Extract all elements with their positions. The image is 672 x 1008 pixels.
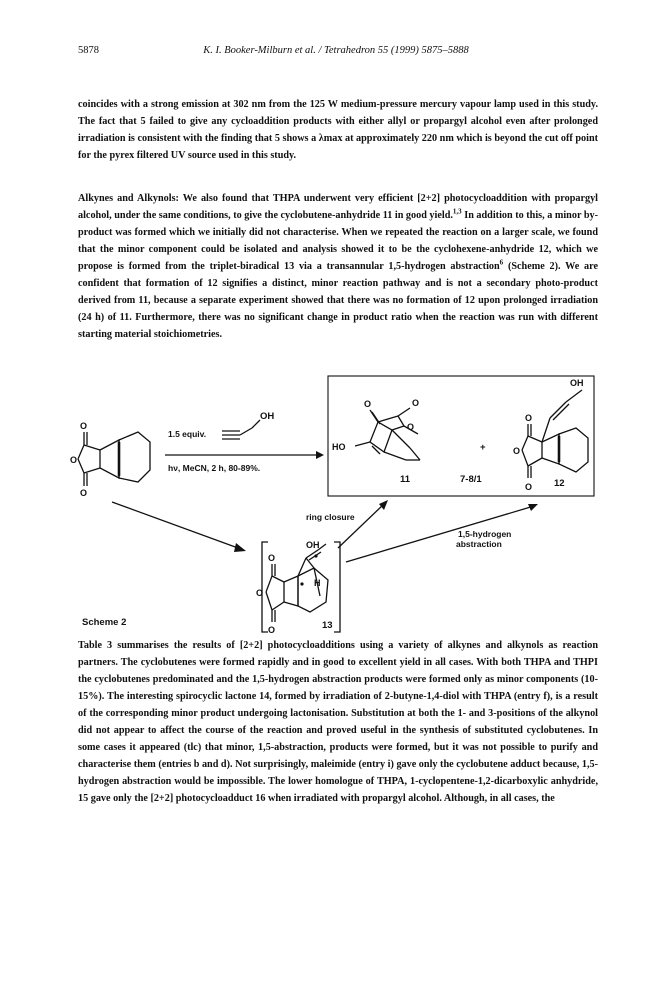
scheme-2-figure	[70, 370, 600, 640]
reaction-conditions: hν, MeCN, 2 h, 80-89%.	[168, 463, 261, 473]
page-number: 5878	[78, 45, 99, 56]
compound-label-13: 13	[322, 620, 333, 631]
product-11	[332, 398, 420, 485]
atom-o: O	[525, 413, 533, 423]
para2-text-10: . Furthermore, there was no significant change in product ratio when the reaction was run with different starting material stoichiometries.	[78, 312, 598, 340]
paragraph-2	[78, 190, 598, 343]
compound-ref: 11	[382, 210, 393, 221]
para3-text-4: when irradiated with propargyl alcohol. Although, in all cases, the	[265, 793, 555, 804]
atom-o: O	[256, 588, 264, 598]
compound-label-12: 12	[554, 478, 565, 489]
arrow-to-intermediate	[112, 502, 238, 548]
paragraph-3	[78, 637, 598, 807]
atom-o: O	[407, 422, 415, 432]
atom-o: O	[513, 446, 521, 456]
paragraph-1: coincides with a strong emission at 302 nm from the 125 W medium-pressure mercury vapour lamp used in this study. The fact that 5 failed to give any cycloaddition products with either allyl or propargyl alcohol even after prolonged irradiation is consistent with the finding that 5 shows a λmax at approximately 220 nm which is beyond the cut off point for the pyrex filtered UV source used in this study.	[78, 99, 598, 161]
reagent-propargyl-alcohol	[222, 411, 274, 439]
intermediate-13	[256, 540, 340, 635]
ho-label: HO	[332, 442, 346, 452]
para3-text-2: formed by irradiation of 2-butyne-1,4-diol with THPA (entry f), is a result of the corresponding minor product undergoing lactonisation. Substitution at both the 1- and 3-positions of the alkynol did not appear to affect the course of the reaction and proved useful in the synthesis of substituted cyclobutenes. In some cases it appeared (tlc) that minor, 1,5-abstraction, products were formed, but it was not possible to purify and characterise them (entries b and d). Not surprisingly, maleimide (entry i) gave only the cyclobutene adduct because, 1,5-hydrogen abstraction would be impossible. The lower homologue of THPA, 1-cyclopentene-1,2-dicarboxylic anhydride,	[78, 691, 598, 787]
compound-ref: 16	[255, 793, 266, 804]
plus-sign: +	[480, 442, 486, 453]
para2-text-2: in good yield.	[392, 210, 453, 221]
para2-text-3: In addition to this, a minor by-product was formed which we initially did not characterise. When we repeated the reaction on a larger scale, we found that the minor component could be isolated and analysis showed it to be the cyclohexene-anhydride	[78, 210, 598, 255]
compound-ref: 11	[119, 312, 130, 323]
atom-o: O	[525, 482, 533, 492]
para2-text-1: We also found that THPA underwent very efficient [2+2] photocycloaddition with propargyl alcohol, under the same conditions, to give the cyclobutene-anhydride	[78, 193, 598, 221]
para3-text-1: Table 3 summarises the results of [2+2] photocycloadditions using a variety of alkynes and alkynols as reaction partners. The cyclobutenes were formed rapidly and in good to excellent yield in all cases. With both THPA and THPI the cyclobutenes predominated and the 1,5-hydrogen abstraction products were formed only as minor components (10-15%). The interesting spirocyclic lactone	[78, 640, 598, 702]
running-title: K. I. Booker-Milburn et al. / Tetrahedron 55 (1999) 5875–5888	[203, 45, 469, 56]
compound-label-11: 11	[400, 474, 411, 485]
para2-text-8: , because a separate experiment showed that there was no formation of	[148, 295, 465, 306]
para3-text-3: gave only the [2+2] photocycloadduct	[88, 793, 256, 804]
atom-o: O	[364, 399, 372, 409]
starting-material-thpa	[70, 421, 150, 498]
para2-text-4: which we propose is formed from the triplet-biradical	[78, 244, 598, 272]
abstraction-label: abstraction	[456, 539, 502, 549]
product-ratio: 7-8/1	[460, 474, 482, 485]
ring-closure-label: ring closure	[306, 512, 355, 522]
para2-text-9: upon prolonged irradiation (24 h) of	[78, 295, 599, 323]
compound-ref: 12	[464, 295, 475, 306]
compound-ref: 12	[207, 278, 218, 289]
reagent-oh-label: OH	[260, 411, 275, 422]
para2-text-7: signifies a distinct, minor reaction pathway and is not a secondary photo-product derived from	[78, 278, 598, 306]
atom-o: O	[80, 488, 88, 498]
oh-label: OH	[306, 540, 320, 550]
para2-text-5: via a transannular 1,5-hydrogen abstraction	[294, 261, 500, 272]
abstraction-label: 1,5-hydrogen	[458, 529, 512, 539]
h-atom-label: H	[314, 578, 321, 588]
compound-ref: 12,	[538, 244, 552, 255]
oh-label: OH	[570, 378, 584, 388]
atom-o: O	[70, 455, 78, 465]
arrow-ring-closure	[338, 504, 384, 548]
compound-ref: 13	[283, 261, 295, 272]
atom-o: O	[268, 553, 276, 563]
product-12	[513, 378, 588, 492]
para2-text-6: (Scheme 2). We are confident that formation of	[78, 261, 599, 289]
scheme-caption: Scheme 2	[82, 617, 127, 628]
reference-sup: 1,3	[452, 207, 462, 216]
compound-ref: 14,	[259, 691, 272, 702]
reagent-equiv: 1.5 equiv.	[168, 429, 207, 439]
section-heading: Alkynes and Alkynols:	[78, 193, 179, 204]
reference-sup: 6	[499, 258, 504, 267]
atom-o: O	[412, 398, 420, 408]
atom-o: O	[268, 625, 276, 635]
compound-ref: 11	[138, 295, 149, 306]
compound-ref: 15	[78, 793, 89, 804]
atom-o: O	[80, 421, 88, 431]
